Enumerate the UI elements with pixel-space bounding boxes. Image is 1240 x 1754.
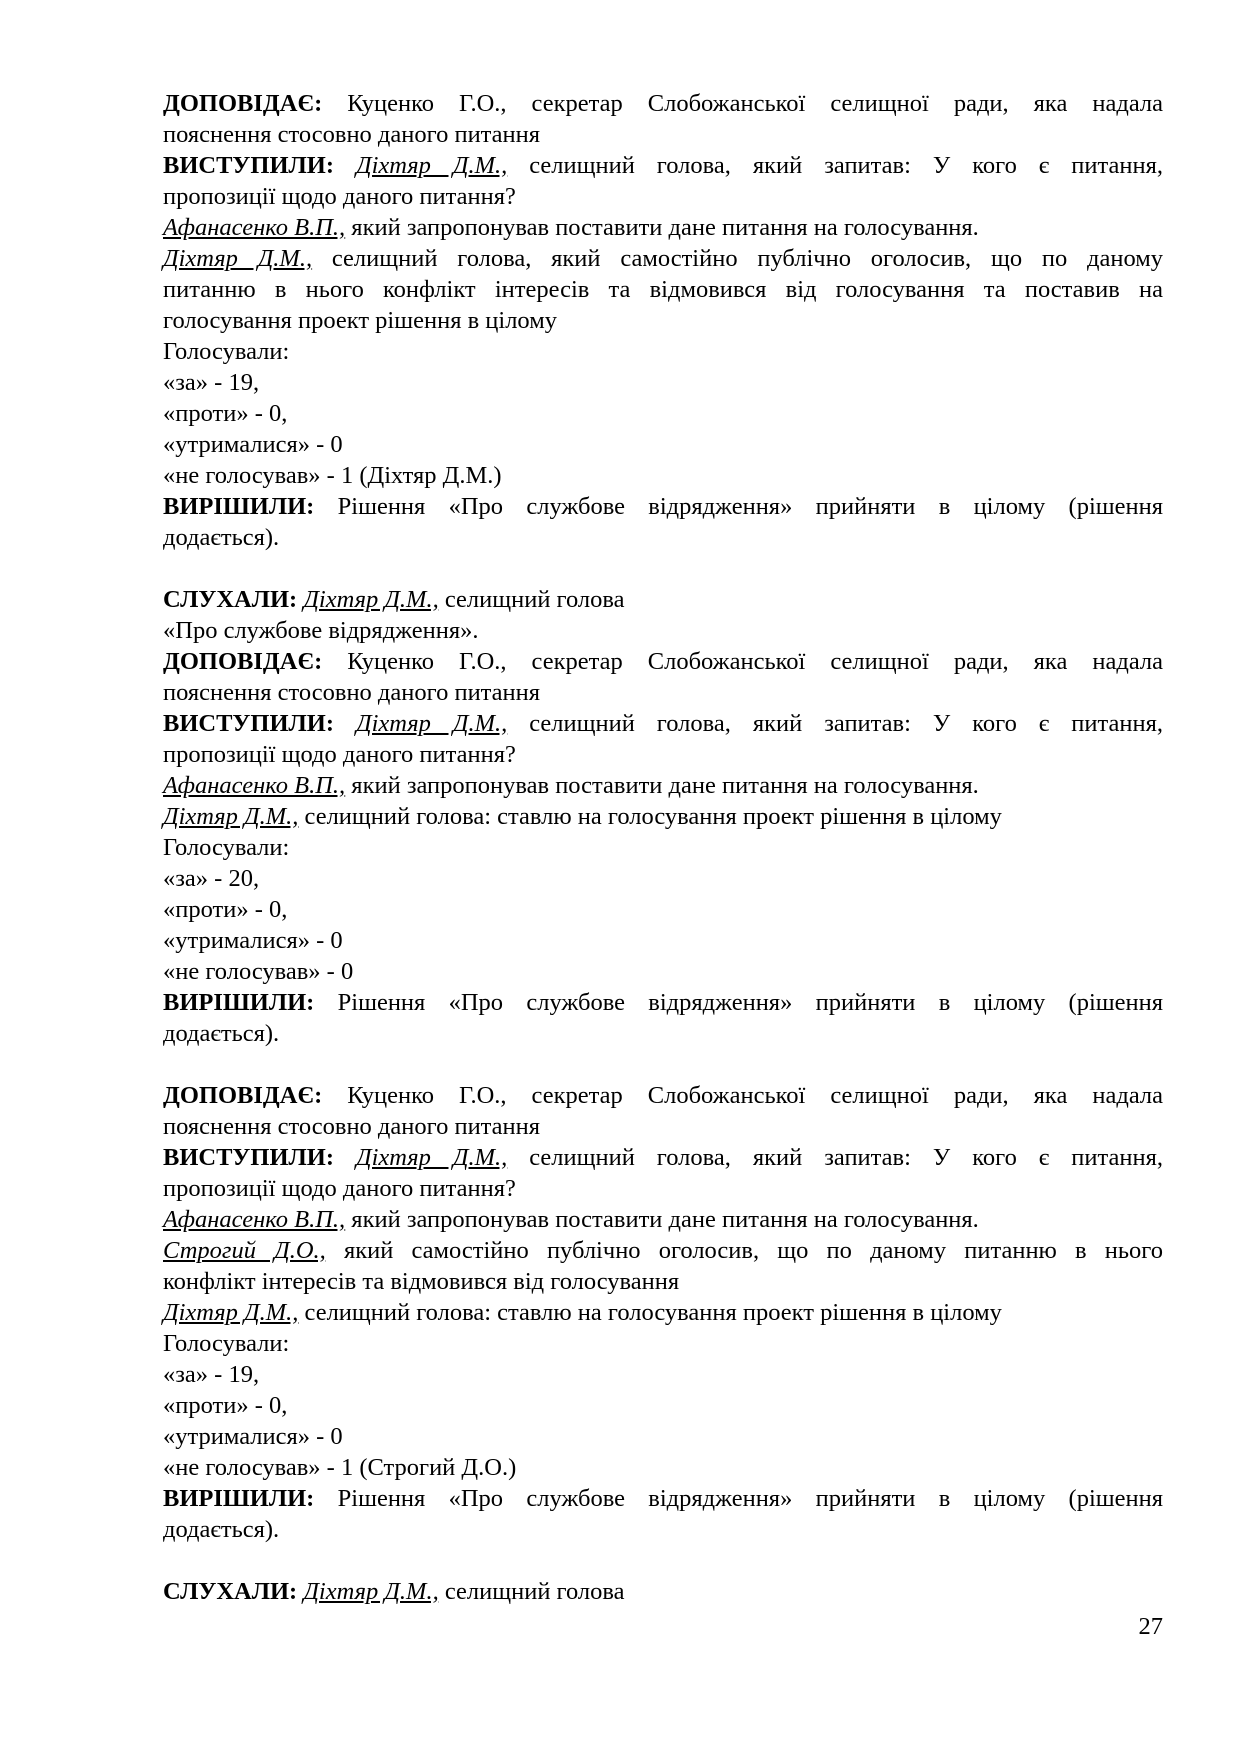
decision-line: ВИРІШИЛИ: Рішення «Про службове відрядження» прийняти в цілому (рішення xyxy=(163,1485,1163,1512)
report-line: ДОПОВІДАЄ: Куценко Г.О., секретар Слобожанської селищної ради, яка надала xyxy=(163,90,1164,117)
vote-heading: Голосували: xyxy=(163,338,290,365)
report-line: ДОПОВІДАЄ: Куценко Г.О., секретар Слобожанської селищної ради, яка надала xyxy=(163,1082,1164,1109)
spacer xyxy=(163,553,1163,584)
heard-line: СЛУХАЛИ: Діхтяр Д.М., селищний голова xyxy=(163,586,625,613)
vote-for: «за» - 19, xyxy=(163,1361,260,1388)
decision-line: ВИРІШИЛИ: Рішення «Про службове відрядження» прийняти в цілому (рішення xyxy=(163,989,1163,1016)
proposal-line: Афанасенко В.П., який запропонував поставити дане питання на голосування. xyxy=(163,214,979,241)
speakers-line: пропозиції щодо даного питання? xyxy=(163,1175,516,1202)
vote-abstain: «утрималися» - 0 xyxy=(163,431,343,458)
vote-abstain: «утрималися» - 0 xyxy=(163,927,343,954)
conflict-line: Строгий Д.О., який самостійно публічно оголосив, що по даному питанню в нього xyxy=(163,1237,1163,1264)
report-line: пояснення стосовно даного питання xyxy=(163,679,541,706)
report-line: ДОПОВІДАЄ: Куценко Г.О., секретар Слобожанської селищної ради, яка надала xyxy=(163,648,1164,675)
report-line: пояснення стосовно даного питання xyxy=(163,1113,541,1140)
speakers-line: пропозиції щодо даного питання? xyxy=(163,183,516,210)
heard-line: СЛУХАЛИ: Діхтяр Д.М., селищний голова xyxy=(163,1578,625,1605)
proposal-line: Афанасенко В.П., який запропонував поставити дане питання на голосування. xyxy=(163,1206,979,1233)
decision-line: ВИРІШИЛИ: Рішення «Про службове відрядження» прийняти в цілому (рішення xyxy=(163,493,1163,520)
decision-line: додається). xyxy=(163,524,280,551)
vote-against: «проти» - 0, xyxy=(163,400,288,427)
vote-for: «за» - 19, xyxy=(163,369,260,396)
vote-heading: Голосували: xyxy=(163,834,290,861)
document-page xyxy=(163,88,1163,1607)
conflict-line: Діхтяр Д.М., селищний голова, який самостійно публічно оголосив, що по даному xyxy=(163,245,1164,272)
spacer xyxy=(163,1545,1163,1576)
vote-heading: Голосували: xyxy=(163,1330,290,1357)
proposal-line: Афанасенко В.П., який запропонував поставити дане питання на голосування. xyxy=(163,772,979,799)
vote-abstain: «утрималися» - 0 xyxy=(163,1423,343,1450)
vote-against: «проти» - 0, xyxy=(163,1392,288,1419)
speakers-line: пропозиції щодо даного питання? xyxy=(163,741,516,768)
subject-line: «Про службове відрядження». xyxy=(163,617,479,644)
vote-against: «проти» - 0, xyxy=(163,896,288,923)
conflict-line: питанню в нього конфлікт інтересів та відмовився від голосування та поставив на xyxy=(163,276,1163,303)
speakers-line: ВИСТУПИЛИ: Діхтяр Д.М., селищний голова, який запитав: У кого є питання, xyxy=(163,152,1164,179)
decision-line: додається). xyxy=(163,1516,280,1543)
speakers-line: ВИСТУПИЛИ: Діхтяр Д.М., селищний голова, який запитав: У кого є питання, xyxy=(163,710,1164,737)
vote-not-voted: «не голосував» - 0 xyxy=(163,958,354,985)
vote-not-voted: «не голосував» - 1 (Строгий Д.О.) xyxy=(163,1454,517,1481)
spacer xyxy=(163,1049,1163,1080)
conflict-line: конфлікт інтересів та відмовився від голосування xyxy=(163,1268,680,1295)
put-to-vote-line: Діхтяр Д.М., селищний голова: ставлю на голосування проект рішення в цілому xyxy=(163,803,1002,830)
decision-line: додається). xyxy=(163,1020,280,1047)
conflict-line: голосування проект рішення в цілому xyxy=(163,307,557,334)
speakers-line: ВИСТУПИЛИ: Діхтяр Д.М., селищний голова, який запитав: У кого є питання, xyxy=(163,1144,1164,1171)
vote-for: «за» - 20, xyxy=(163,865,260,892)
page-number: 27 xyxy=(1138,1613,1163,1640)
put-to-vote-line: Діхтяр Д.М., селищний голова: ставлю на голосування проект рішення в цілому xyxy=(163,1299,1002,1326)
vote-not-voted: «не голосував» - 1 (Діхтяр Д.М.) xyxy=(163,462,502,489)
report-line: пояснення стосовно даного питання xyxy=(163,121,541,148)
